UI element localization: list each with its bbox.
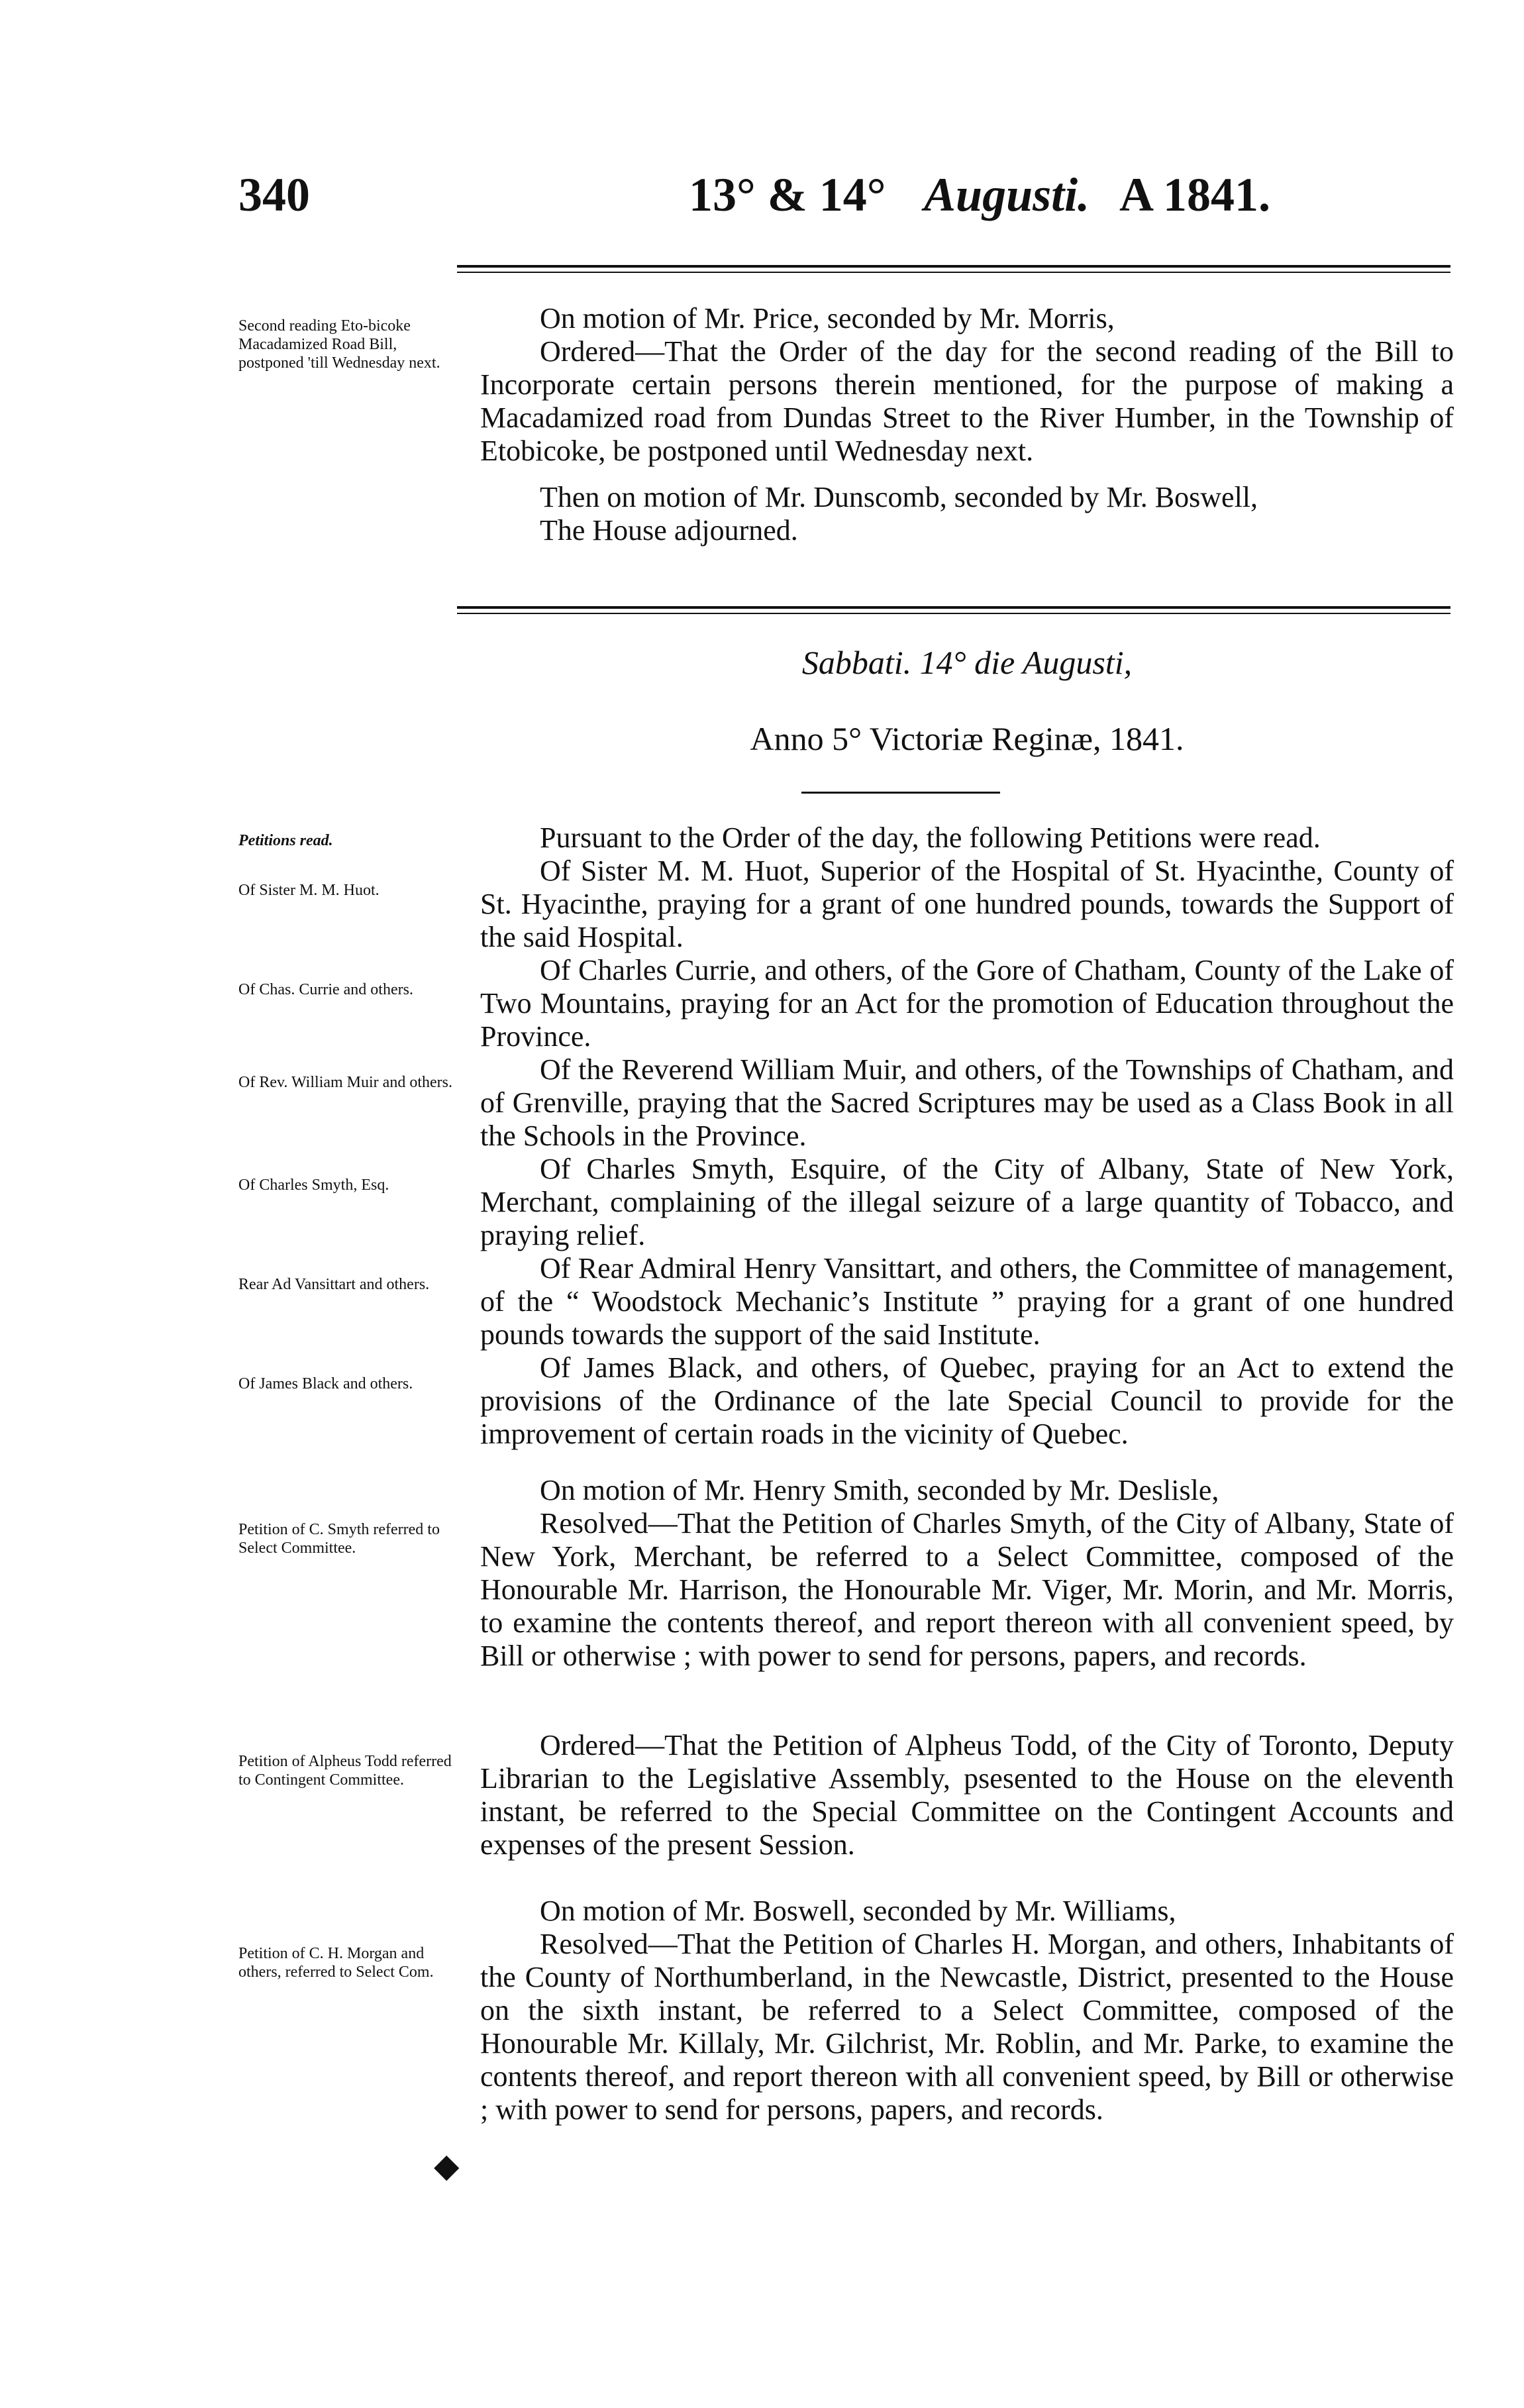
header-year: A 1841. bbox=[1119, 168, 1271, 221]
petition-vansittart: Of Rear Admiral Henry Vansittart, and others, the Committee of management, of the “ Woodstock Mechanic’s Institute ” praying for a grant of one hundred pounds towards the support of the said Institute. bbox=[480, 1252, 1454, 1351]
section-smyth-motion bbox=[480, 1474, 1454, 1673]
petition-huot: Of Sister M. M. Huot, Superior of the Hospital of St. Hyacinthe, County of St. Hyacinthe, praying for a grant of one hundred pounds, towards the Support of the said Hospital. bbox=[480, 855, 1454, 953]
order-postpone: Ordered—That the Order of the day for the second reading of the Bill to Incorporate certain persons therein mentioned, for the purpose of making a Macadamized road from Dundas Street to the River Humber, in the Township of Etobicoke, be postponed until Wednesday next. bbox=[480, 335, 1454, 467]
petition-black: Of James Black, and others, of Quebec, praying for an Act to extend the provisions of the Ordinance of the late Special Council to provide for the improvement of certain roads in the vicinity of Quebec. bbox=[480, 1351, 1454, 1450]
margin-morgan: Petition of C. H. Morgan and others, referred to Select Com. bbox=[238, 1945, 434, 1981]
margin-muir: Of Rev. William Muir and others. bbox=[238, 1074, 452, 1091]
sitting-date: Sabbati. 14° die Augusti, bbox=[801, 644, 1133, 681]
margin-vansittart: Rear Ad Vansittart and others. bbox=[238, 1276, 430, 1293]
petition-muir: Of the Reverend William Muir, and others, of the Townships of Chatham, and of Grenville, praying that the Sacred Scriptures may be used as a Class Book in all the Schools in the Province. bbox=[480, 1053, 1454, 1152]
motion-price: On motion of Mr. Price, seconded by Mr. Morris, bbox=[540, 302, 1115, 335]
margin-huot: Of Sister M. M. Huot. bbox=[238, 882, 380, 899]
margin-todd: Petition of Alpheus Todd referred to Contingent Committee. bbox=[238, 1753, 452, 1789]
petition-currie: Of Charles Currie, and others, of the Gore of Chatham, County of the Lake of Two Mountains, praying for an Act for the promotion of Education throughout the Province. bbox=[480, 954, 1454, 1053]
ink-blot-mark: ◆ bbox=[434, 2147, 460, 2184]
section-rule bbox=[457, 606, 1450, 614]
motion-dunscomb: Then on motion of Mr. Dunscomb, seconded by Mr. Boswell, bbox=[540, 481, 1258, 513]
header-dates: 13° & 14° bbox=[689, 168, 886, 221]
sitting-anno: Anno 5° Victoriæ Reginæ, 1841. bbox=[750, 720, 1184, 757]
order-todd: Ordered—That the Petition of Alpheus Todd, of the City of Toronto, Deputy Librarian to the Legislative Assembly, psesented to the House on the eleventh instant, be referred to the Special Committee on the Contingent Accounts and expenses of the present Session. bbox=[480, 1729, 1454, 1861]
header-rule bbox=[457, 265, 1450, 273]
sitting-rule bbox=[801, 792, 1000, 794]
margin-smyth-select: Petition of C. Smyth referred to Select Committee. bbox=[238, 1521, 440, 1557]
margin-note-etobicoke: Second reading Eto-bicoke Macadamized Road Bill, postponed 'till Wednesday next. bbox=[238, 317, 440, 372]
margin-smyth: Of Charles Smyth, Esq. bbox=[238, 1177, 389, 1194]
house-adjourned: The House adjourned. bbox=[540, 514, 798, 547]
header-month: Augusti. bbox=[924, 168, 1090, 221]
resolved-morgan: Resolved—That the Petition of Charles H. Morgan, and others, Inhabitants of the County of Northumberland, in the Newcastle, District, presented to the House on the sixth instant, be referred to a Select Committee, composed of the Honourable Mr. Killaly, Mr. Gilchrist, Mr. Roblin, and Mr. Parke, to examine the contents thereof, and report thereon with all convenient speed, by Bill or otherwise ; with power to send for persons, papers, and records. bbox=[480, 1928, 1454, 2126]
margin-black: Of James Black and others. bbox=[238, 1375, 413, 1392]
section-petitions bbox=[480, 821, 1454, 1451]
margin-petitions-read: Petitions read. bbox=[238, 832, 333, 849]
page-number: 340 bbox=[238, 168, 310, 221]
motion-boswell: On motion of Mr. Boswell, seconded by Mr. Williams, bbox=[540, 1895, 1176, 1927]
petitions-intro: Pursuant to the Order of the day, the following Petitions were read. bbox=[540, 821, 1321, 854]
section-todd-order bbox=[480, 1729, 1454, 1861]
section-etobicoke-bill bbox=[480, 302, 1454, 547]
section-morgan-motion bbox=[480, 1895, 1454, 2126]
resolved-smyth: Resolved—That the Petition of Charles Smyth, of the City of Albany, State of New York, Merchant, be referred to a Select Committee, composed of the Honourable Mr. Harrison, the Honourable Mr. Viger, Mr. Morin, and Mr. Morris, to examine the contents thereof, and report thereon with all convenient speed, by Bill or otherwise ; with power to send for persons, papers, and records. bbox=[480, 1507, 1454, 1672]
margin-currie: Of Chas. Currie and others. bbox=[238, 981, 413, 998]
petition-smyth: Of Charles Smyth, Esquire, of the City of Albany, State of New York, Merchant, complaining of the illegal seizure of a large quantity of Tobacco, and praying relief. bbox=[480, 1153, 1454, 1251]
motion-henry-smith: On motion of Mr. Henry Smith, seconded by Mr. Deslisle, bbox=[540, 1474, 1219, 1506]
